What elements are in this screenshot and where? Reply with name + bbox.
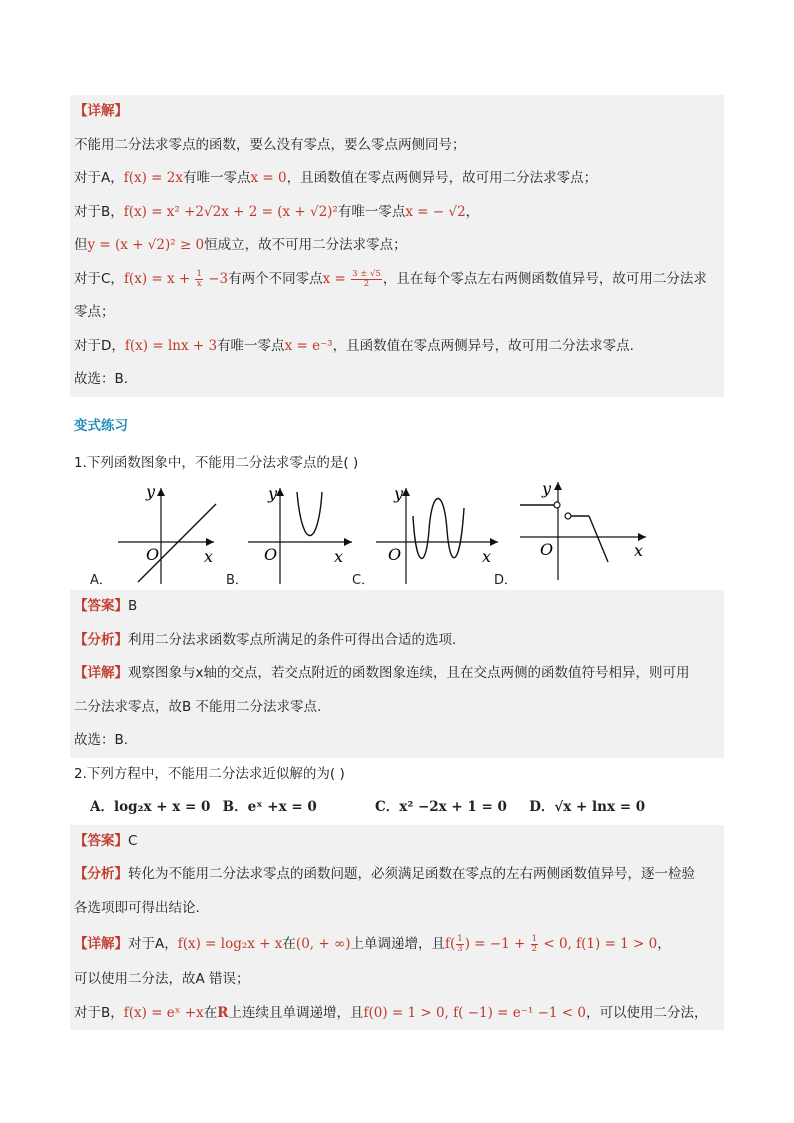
origin-label: O [540, 540, 554, 559]
fraction [351, 270, 382, 289]
solution-answer [70, 363, 724, 397]
text: 在 [203, 1004, 218, 1021]
text: 恒成立，故不可用二分法求零点； [204, 237, 407, 253]
denominator: 3 [457, 944, 463, 954]
x-label: x [482, 547, 492, 566]
text: 对于A， [74, 170, 124, 186]
section-heading: 变式练习 [74, 417, 128, 434]
x-label: x [634, 541, 644, 560]
detail-line-a [70, 925, 724, 963]
text: 不能用二分法求零点的函数，要么没有零点，要么零点两侧同号； [74, 136, 466, 153]
text: 对于B， [74, 203, 124, 220]
origin-label: O [388, 545, 402, 564]
analysis-line [70, 624, 724, 658]
solution-line-c2 [70, 296, 724, 330]
formula: (0, + ∞) [295, 936, 351, 952]
formula-part: x = [322, 270, 351, 287]
analysis-tag: 【分析】 [74, 631, 128, 648]
option-label-a: A． [90, 573, 112, 588]
denominator: x [196, 278, 202, 289]
text: ，且函数值在零点两侧异号，故可用二分法求零点. [332, 337, 634, 354]
detail-tag: 【详解】 [74, 103, 128, 119]
y-label: y [146, 482, 156, 501]
numerator: 1 [531, 934, 538, 944]
text: 对于D， [74, 337, 125, 354]
option-label-d: D． [494, 573, 518, 588]
text: ，且在每个零点左右两侧函数值异号，故可用二分法求 [382, 270, 707, 287]
text: 故选：B. [74, 371, 129, 387]
x-axis-arrow [344, 538, 352, 546]
answer-line [70, 590, 724, 624]
y-axis-arrow [157, 488, 165, 496]
page-content [70, 95, 724, 1030]
formula-part: f(x) = x + [123, 270, 195, 287]
function-curve [138, 504, 216, 582]
text: 可以使用二分法，故A 错误； [74, 971, 250, 987]
formula: f(x) = x² +2√2x + 2 = (x + √2)² [123, 203, 338, 220]
solution-line-b [70, 196, 724, 230]
solution-title [70, 95, 724, 129]
formula [322, 268, 383, 289]
detail-line-2 [70, 691, 724, 725]
text: 但 [74, 237, 88, 253]
option-a: A．log₂x + x = 0 [90, 799, 211, 815]
graph-b [242, 480, 362, 590]
numerator: 1 [457, 934, 463, 944]
question-1-solution [70, 590, 724, 758]
formula: f(x) = log₂x + x [177, 936, 283, 952]
answer-tag: 【答案】 [74, 832, 128, 849]
y-label: y [394, 484, 404, 503]
text: 有唯一零点 [183, 170, 251, 186]
fraction [456, 935, 463, 954]
text: ，且函数值在零点两侧异号，故可用二分法求零点； [286, 170, 598, 186]
solution-line-c [70, 263, 724, 297]
text: 有唯一零点 [337, 203, 406, 220]
open-point-left [554, 502, 560, 508]
answer-value: C [128, 832, 138, 849]
option-d: D．√x + lnx = 0 [529, 799, 646, 815]
text: 对于A， [128, 936, 178, 952]
question-1-graphs [70, 480, 724, 590]
origin-label: O [264, 545, 278, 564]
formula: f(0) = 1 > 0, f( −1) = e⁻¹ −1 < 0 [363, 1004, 586, 1021]
solution-line-1 [70, 129, 724, 163]
graph-d [516, 480, 656, 590]
fraction [531, 935, 538, 954]
text: ， [657, 936, 671, 952]
solution-line-a [70, 162, 724, 196]
function-curve [413, 499, 464, 559]
text: 故选：B. [74, 732, 129, 748]
analysis-line-2 [70, 892, 724, 926]
y-label: y [542, 480, 552, 498]
text: ，可以使用二分法， [585, 1004, 708, 1021]
detail-line-b [70, 997, 724, 1031]
formula: R [217, 1004, 229, 1021]
answer-value: B [128, 598, 138, 614]
x-label: x [334, 547, 344, 566]
question-2-stem: 2.下列方程中，不能用二分法求近似解的为( ) [74, 765, 345, 782]
graph-c [372, 480, 502, 590]
analysis-tag: 【分析】 [74, 866, 128, 882]
solution-block [70, 95, 724, 397]
formula: f( $\frac{1}{3}$ ) = −1 + $\frac{1}{2}$ < 0, f(1) = 1 > 0 [444, 934, 658, 954]
text: ， [465, 203, 480, 220]
x-axis-arrow [638, 533, 646, 541]
text: 上连续且单调递增，且 [228, 1004, 364, 1021]
formula: f(x) = 2x [123, 170, 183, 186]
detail-line-1 [70, 657, 724, 691]
formula: x = 0 [250, 170, 287, 186]
formula-part: = −1 + [469, 936, 530, 952]
option-label-c: C． [352, 573, 375, 588]
text: 上单调递增，且 [350, 936, 445, 952]
text: 各选项即可得出结论. [74, 899, 200, 916]
detail-tag: 【详解】 [74, 936, 128, 952]
formula-part: < 0, f(1) = 1 > 0 [539, 936, 658, 952]
y-axis-arrow [402, 488, 410, 496]
text: 对于B， [74, 1004, 124, 1021]
option-c: C．x² −2x + 1 = 0 [375, 799, 507, 815]
segment-descending [589, 516, 608, 562]
x-axis-arrow [490, 538, 498, 546]
question-1-stem: 1.下列函数图象中，不能用二分法求零点的是( ) [74, 454, 359, 471]
answer-line [70, 825, 724, 859]
text: 二分法求零点，故B 不能用二分法求零点. [74, 698, 322, 715]
text: 在 [282, 936, 296, 952]
y-label: y [268, 484, 278, 503]
question-2-options [70, 791, 724, 825]
analysis-line-1 [70, 858, 724, 892]
text: 零点； [74, 304, 115, 320]
fraction [195, 270, 202, 289]
question-2-solution [70, 825, 724, 1031]
formula: f(x) = eˣ +x [123, 1004, 204, 1021]
denominator: 2 [531, 944, 538, 954]
text: 观察图象与x轴的交点，若交点附近的函数图象连续，且在交点两侧的函数值符号相异，则可用 [128, 665, 690, 681]
y-axis-arrow [554, 482, 562, 490]
solution-line-d [70, 330, 724, 364]
formula [123, 268, 229, 289]
formula-part: f [444, 936, 450, 952]
formula-part: −3 [203, 270, 229, 287]
formula: x = − √2 [405, 203, 466, 220]
option-label-b: B． [226, 573, 248, 588]
denominator: 2 [363, 278, 370, 289]
option-b: B．eˣ +x = 0 [222, 799, 317, 815]
x-axis-arrow [206, 538, 214, 546]
text: 利用二分法求函数零点所满足的条件可得出合适的选项. [128, 631, 457, 648]
text: 转化为不能用二分法求零点的函数问题，必须满足函数在零点的左右两侧函数值异号，逐一检验 [128, 866, 695, 882]
text: 有唯一零点 [217, 337, 285, 354]
y-axis-arrow [276, 488, 284, 496]
formula: x = e⁻³ [284, 337, 333, 354]
choose-line [70, 724, 724, 758]
formula: y = (x + √2)² ≥ 0 [87, 237, 205, 253]
text: 有两个不同零点 [228, 270, 323, 287]
detail-tag: 【详解】 [74, 665, 128, 681]
x-label: x [204, 547, 214, 566]
solution-line-b2 [70, 229, 724, 263]
text: 对于C， [74, 270, 124, 287]
open-point-right [565, 513, 571, 519]
origin-label: O [146, 545, 160, 564]
answer-tag: 【答案】 [74, 598, 128, 614]
numerator: 3 ± √5 [352, 268, 381, 279]
numerator: 1 [196, 268, 202, 279]
detail-line-a2 [70, 963, 724, 997]
function-curve [297, 492, 322, 536]
formula: f(x) = lnx + 3 [124, 337, 218, 354]
